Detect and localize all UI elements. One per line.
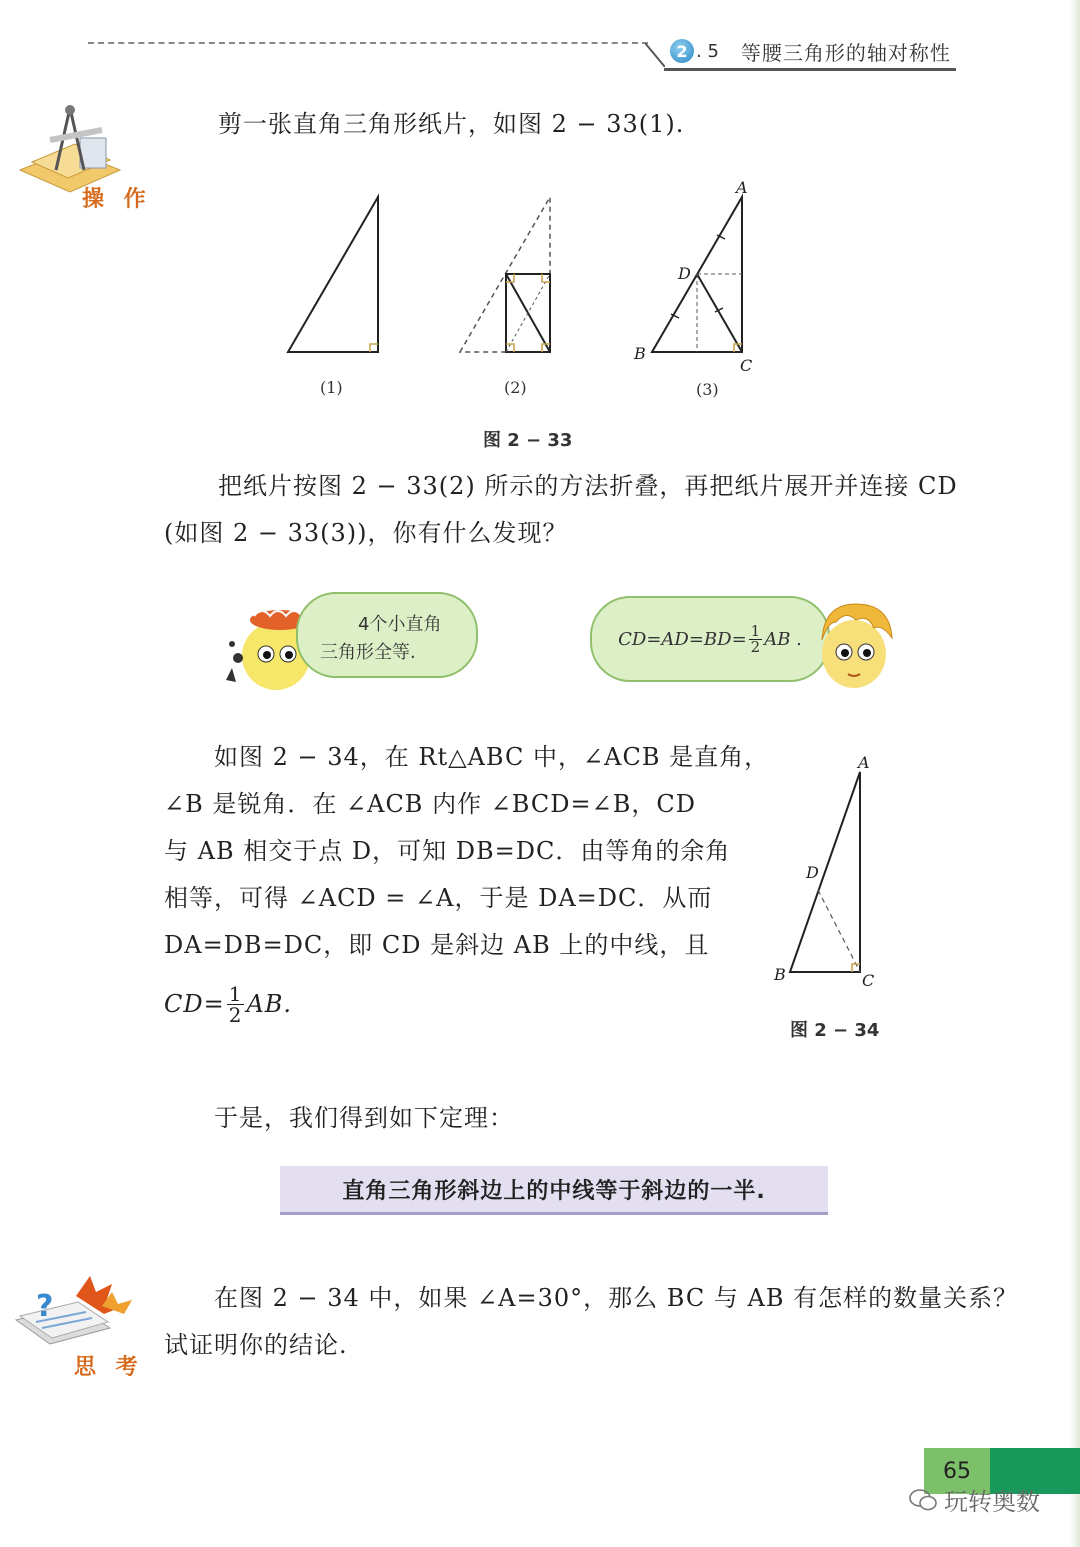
boy-cartoon-icon: [810, 600, 900, 692]
think-line1: 在图 2 − 34 中，如果 ∠A=30°，那么 BC 与 AB 有怎样的数量关系？: [214, 1284, 1019, 1312]
fig34-label-C: C: [862, 971, 875, 990]
bubble-left-line2: 三角形全等.: [320, 642, 416, 663]
page-number: 65: [924, 1448, 990, 1494]
fig-33-triangle-1: [288, 197, 378, 352]
think-line2: 试证明你的结论.: [164, 1331, 348, 1359]
bubble-left: [296, 592, 478, 678]
fig33-sub-caption-1: (1): [320, 378, 343, 397]
fig33-label-D: D: [678, 264, 691, 283]
bubble-right-frac-den: 2: [750, 637, 761, 656]
svg-text:?: ?: [36, 1289, 54, 1324]
girl-cartoon-icon: [218, 606, 310, 692]
proof-line4: 相等，可得 ∠ACD = ∠A，于是 DA=DC．从而: [164, 884, 713, 912]
figure-2-33-caption: 图 2 − 33: [483, 430, 573, 451]
book-leaves-icon: [6, 1270, 136, 1360]
proof-line6-prefix: CD=: [164, 990, 225, 1018]
bubble-right-suffix: AB .: [764, 628, 802, 650]
fig33-label-C: C: [740, 356, 753, 375]
bubble-right-fraction: [749, 621, 763, 656]
operation-label: 操 作: [82, 187, 152, 212]
bubble-right-frac-num: 1: [750, 621, 761, 640]
lead-in-text: 于是，我们得到如下定理：: [214, 1104, 514, 1132]
proof-line5: DA=DB=DC，即 CD 是斜边 AB 上的中线，且: [164, 931, 710, 959]
fig33-label-B: B: [634, 344, 646, 363]
fig-33-folded-2: [460, 197, 550, 352]
wechat-icon: [908, 1488, 938, 1512]
bubble-right-prefix: CD=AD=BD=: [618, 628, 747, 650]
fig34-label-A: A: [858, 753, 870, 772]
proof-frac-num: 1: [228, 982, 243, 1006]
proof-line3: 与 AB 相交于点 D，可知 DB=DC．由等角的余角: [164, 837, 731, 865]
think-label: 思 考: [74, 1355, 144, 1380]
fig33-sub-caption-3: (3): [696, 380, 719, 399]
figure-2-34-caption: 图 2 − 34: [790, 1020, 880, 1041]
fig-33-unfolded-3: [652, 197, 742, 352]
figure-2-34: [770, 750, 890, 1000]
section-number-badge: 2: [670, 39, 694, 63]
fig33-label-A: A: [736, 178, 748, 197]
intro-text: 剪一张直角三角形纸片，如图 2 − 33(1).: [218, 110, 685, 138]
proof-line6: [164, 980, 292, 1029]
fold-paragraph-line1: 把纸片按图 2 − 33(2) 所示的方法折叠，再把纸片展开并连接 CD: [218, 472, 958, 500]
proof-line6-suffix: AB.: [246, 990, 293, 1018]
watermark: [908, 1482, 1040, 1517]
header-section: [664, 34, 956, 71]
fig34-label-B: B: [774, 965, 786, 984]
proof-line1: 如图 2 − 34，在 Rt△ABC 中，∠ACB 是直角，: [214, 743, 770, 771]
page-edge: [1070, 0, 1080, 1547]
bubble-left-line1: 4个小直角: [358, 614, 442, 635]
header-slant: [645, 43, 665, 67]
watermark-text: 玩转奥数: [944, 1488, 1040, 1516]
fig33-sub-caption-2: (2): [504, 378, 527, 397]
section-title: 等腰三角形的轴对称性: [740, 40, 951, 65]
section-number-minor: . 5: [696, 40, 719, 62]
bubble-right: [590, 596, 830, 682]
figure-2-33: [270, 175, 790, 375]
proof-fraction: [227, 984, 245, 1025]
proof-line2: ∠B 是锐角．在 ∠ACB 内作 ∠BCD=∠B，CD: [164, 790, 696, 818]
proof-frac-den: 2: [228, 1003, 243, 1027]
fold-paragraph-line2: (如图 2 − 33(3))，你有什么发现？: [164, 519, 568, 547]
theorem-box: 直角三角形斜边上的中线等于斜边的一半.: [280, 1166, 828, 1215]
header-dashed-rule: [88, 42, 648, 44]
fig34-label-D: D: [806, 863, 819, 882]
